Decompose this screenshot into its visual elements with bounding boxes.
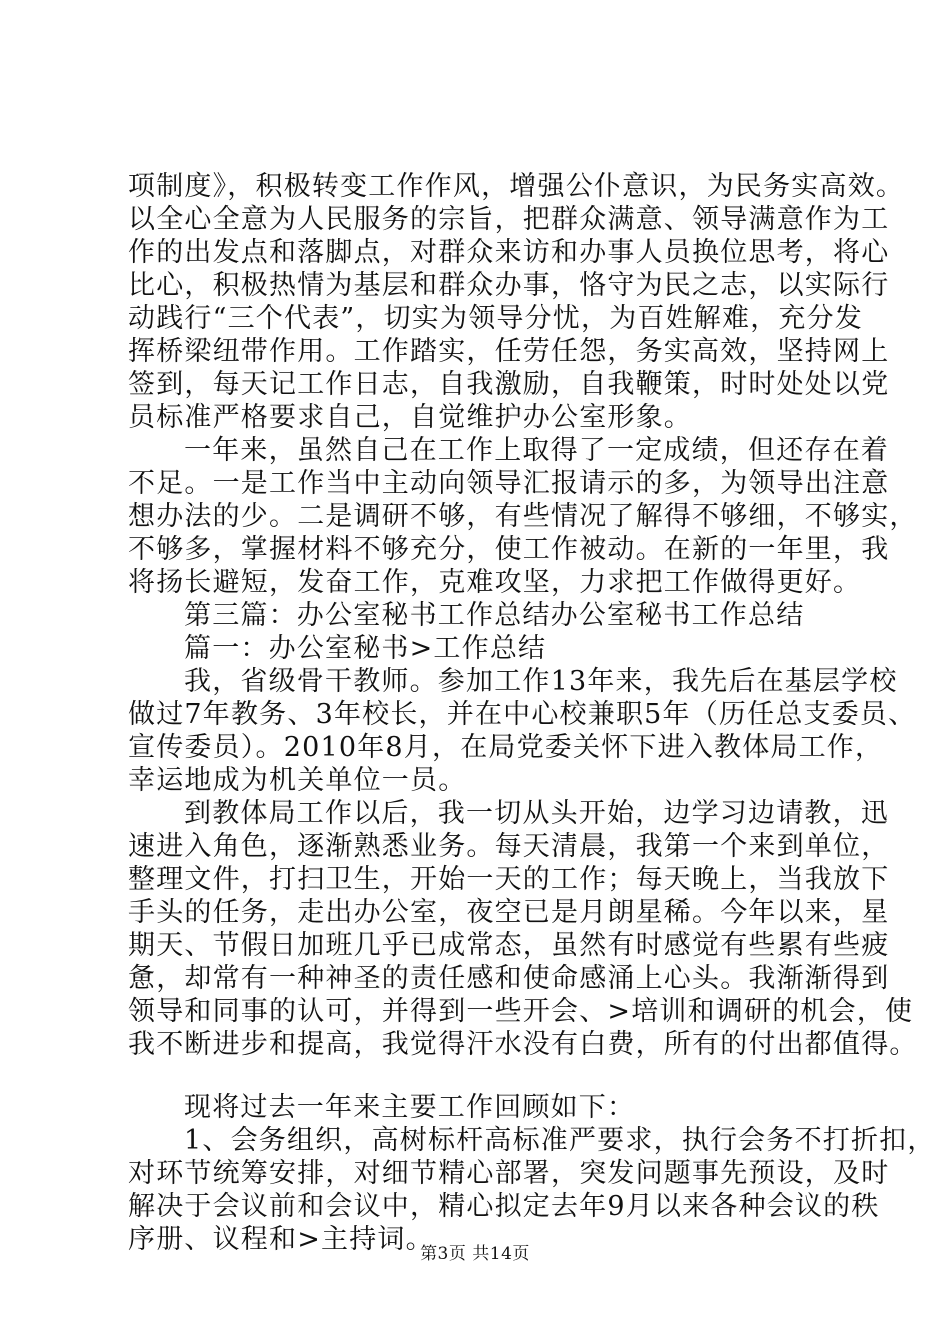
text-line: 宣传委员）。2010年8月，在局党委关怀下进入教体局工作， [128,732,884,763]
text-line: 项制度》，积极转变工作作风，增强公仆意识，为民务实高效。 [128,171,905,202]
text-line: 作的出发点和落脚点，对群众来访和办事人员换位思考，将心 [128,237,890,268]
text-line: 挥桥梁纽带作用。工作踏实，任劳任怨，务实高效，坚持网上 [128,336,890,367]
text-line: 我不断进步和提高，我觉得汗水没有白费，所有的付出都值得。 [128,1029,918,1060]
paragraph-start-line: 我，省级骨干教师。参加工作13年来，我先后在基层学校 [184,666,898,697]
text-line: 序册、议程和>主持词。 [128,1224,434,1255]
text-line: 动践行“三个代表”，切实为领导分忧，为百姓解难，充分发 [128,303,864,334]
text-line: 速进入角色，逐渐熟悉业务。每天清晨，我第一个来到单位， [128,831,890,862]
text-line: 幸运地成为机关单位一员。 [128,765,467,796]
paragraph-start-line: 到教体局工作以后，我一切从头开始，边学习边请教，迅 [184,798,889,829]
paragraph-start-line: 现将过去一年来主要工作回顾如下： [184,1092,636,1123]
text-line: 想办法的少。二是调研不够，有些情况了解得不够细，不够实， [128,501,918,532]
text-line: 比心，积极热情为基层和群众办事，恪守为民之志，以实际行 [128,270,890,301]
section-heading: 第三篇：办公室秘书工作总结办公室秘书工作总结 [184,600,805,631]
text-line: 将扬长避短，发奋工作，克难攻坚，力求把工作做得更好。 [128,567,862,598]
text-line: 整理文件，打扫卫生，开始一天的工作；每天晚上，当我放下 [128,864,890,895]
page-footer [0,1243,950,1265]
list-item-start-line: 1、会务组织，高树标杆高标准严要求，执行会务不打折扣， [184,1125,936,1156]
text-line: 惫，却常有一种神圣的责任感和使命感涌上心头。我渐渐得到 [128,963,890,994]
text-line: 做过7年教务、3年校长，并在中心校兼职5年（历任总支委员、 [128,699,917,730]
subsection-heading: 篇一：办公室秘书>工作总结 [184,633,547,664]
text-line: 以全心全意为人民服务的宗旨，把群众满意、领导满意作为工 [128,204,890,235]
page-number-label: 第3页 共14页 [420,1244,530,1264]
text-line: 期天、节假日加班几乎已成常态，虽然有时感觉有些累有些疲 [128,930,890,961]
text-line: 手头的任务，走出办公室，夜空已是月朗星稀。今年以来，星 [128,897,890,928]
body-text [128,170,936,1256]
paragraph-gap [128,1061,848,1091]
text-line: 解决于会议前和会议中，精心拟定去年9月以来各种会议的秩 [128,1191,880,1222]
paragraph-start-line: 一年来，虽然自己在工作上取得了一定成绩，但还存在着 [184,435,889,466]
text-line: 不足。一是工作当中主动向领导汇报请示的多，为领导出注意 [128,468,890,499]
text-line: 签到，每天记工作日志，自我激励，自我鞭策，时时处处以党 [128,369,890,400]
text-line: 员标准严格要求自己，自觉维护办公室形象。 [128,402,692,433]
text-line: 不够多，掌握材料不够充分，使工作被动。在新的一年里，我 [128,534,890,565]
text-line: 领导和同事的认可，并得到一些开会、>培训和调研的机会，使 [128,996,914,1027]
text-line: 对环节统筹安排，对细节精心部署，突发问题事先预设，及时 [128,1158,890,1189]
